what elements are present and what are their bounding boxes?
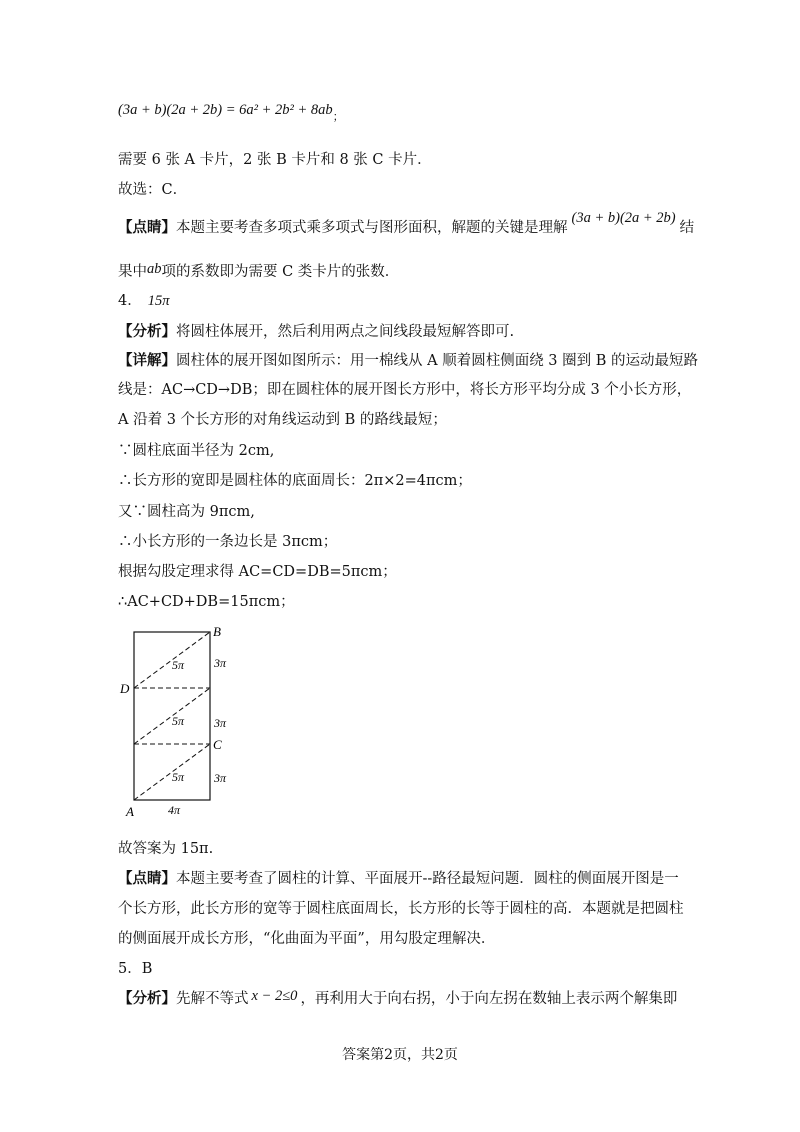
comment-text: 本题主要考查多项式乘多项式与图形面积，解题的关键是理解 bbox=[176, 220, 568, 236]
comment-1 bbox=[118, 210, 695, 238]
question-number: 4． bbox=[118, 293, 142, 309]
comment-cont-post: 项的系数即为需要 C 类卡片的张数． bbox=[161, 264, 400, 280]
detail-1 bbox=[118, 351, 698, 371]
comment-2 bbox=[118, 869, 679, 889]
analysis-5-post: ，再利用大于向右拐，小于向左拐在数轴上表示两个解集即 bbox=[300, 991, 678, 1007]
page-footer: 答案第2页，共2页 bbox=[342, 1047, 458, 1063]
comment-2-line-2: 个长方形，此长方形的宽等于圆柱底面周长，长方形的长等于圆柱的高．本题就是把圆柱 bbox=[118, 901, 684, 917]
comment-2-line-3: 的侧面展开成长方形，“化曲面为平面”，用勾股定理解决． bbox=[118, 931, 496, 947]
analysis-5-tag: 【分析】 bbox=[118, 990, 176, 1007]
comment-cont-pre: 果中 bbox=[118, 264, 147, 280]
analysis-5-math: x − 2≤0 bbox=[251, 988, 298, 1004]
comment-2-text: 本题主要考查了圆柱的计算、平面展开--路径最短问题．圆柱的侧面展开图是一 bbox=[176, 871, 679, 887]
equation-text: (3a + b)(2a + 2b) = 6a² + 2b² + 8ab bbox=[118, 102, 333, 118]
comment-tag: 【点睛】 bbox=[118, 219, 176, 236]
detail-6: 又∵圆柱高为 9πcm, bbox=[118, 504, 255, 520]
question-4 bbox=[118, 291, 170, 311]
analysis-text: 将圆柱体展开，然后利用两点之间线段最短解答即可. bbox=[176, 324, 515, 340]
detail-tag: 【详解】 bbox=[118, 352, 176, 369]
detail-3: A 沿着 3 个长方形的对角线运动到 B 的路线最短； bbox=[118, 412, 447, 428]
detail-9: ∴AC+CD+DB=15πcm； bbox=[118, 594, 295, 610]
segment-label-middle: 5π bbox=[172, 714, 185, 728]
label-A: A bbox=[126, 804, 134, 819]
segment-label-bottom: 5π bbox=[172, 770, 185, 784]
comment-2-tag: 【点睛】 bbox=[118, 870, 176, 887]
equation-punct: ； bbox=[332, 110, 344, 123]
comment-math: (3a + b)(2a + 2b) bbox=[571, 210, 676, 226]
label-B: B bbox=[213, 624, 221, 639]
side-label-middle: 3π bbox=[214, 716, 227, 730]
detail-7: ∴小长方形的一条边长是 3πcm； bbox=[118, 534, 338, 550]
detail-5: ∴长方形的宽即是圆柱体的底面周长：2π×2=4πcm； bbox=[118, 473, 472, 489]
answer-4: 故答案为 15π. bbox=[118, 841, 214, 857]
segment-label-top: 5π bbox=[172, 658, 185, 672]
comment-1-cont bbox=[118, 262, 399, 282]
comment-cont-math: ab bbox=[147, 261, 162, 277]
choice-text: 故选：C． bbox=[118, 182, 188, 198]
side-label-bottom: 3π bbox=[214, 771, 227, 785]
detail-8: 根据勾股定理求得 AC=CD=DB=5πcm； bbox=[118, 564, 397, 580]
label-C: C bbox=[213, 737, 222, 752]
comment-end: 结 bbox=[679, 220, 695, 236]
analysis-tag: 【分析】 bbox=[118, 323, 176, 340]
question-answer: 15π bbox=[147, 293, 170, 309]
analysis-5 bbox=[118, 989, 677, 1009]
side-label-top: 3π bbox=[214, 656, 227, 670]
question-5: 5．B bbox=[118, 961, 153, 977]
detail-4: ∵圆柱底面半径为 2cm, bbox=[118, 443, 275, 459]
label-D: D bbox=[120, 681, 130, 696]
cards-needed-text: 需要 6 张 A 卡片，2 张 B 卡片和 8 张 C 卡片． bbox=[118, 152, 432, 168]
detail-2: 线是：AC→CD→DB；即在圆柱体的展开图长方形中，将长方形平均分成 3 个小长方形， bbox=[118, 382, 692, 398]
analysis-4 bbox=[118, 322, 514, 342]
cylinder-unfolded-figure bbox=[110, 620, 270, 820]
bottom-label: 4π bbox=[168, 803, 181, 817]
detail-text: 圆柱体的展开图如图所示：用一棉线从 A 顺着圆柱侧面绕 3 圈到 B 的运动最短路 bbox=[176, 353, 699, 369]
equation-expansion bbox=[118, 100, 344, 121]
analysis-5-pre: 先解不等式 bbox=[176, 991, 249, 1007]
